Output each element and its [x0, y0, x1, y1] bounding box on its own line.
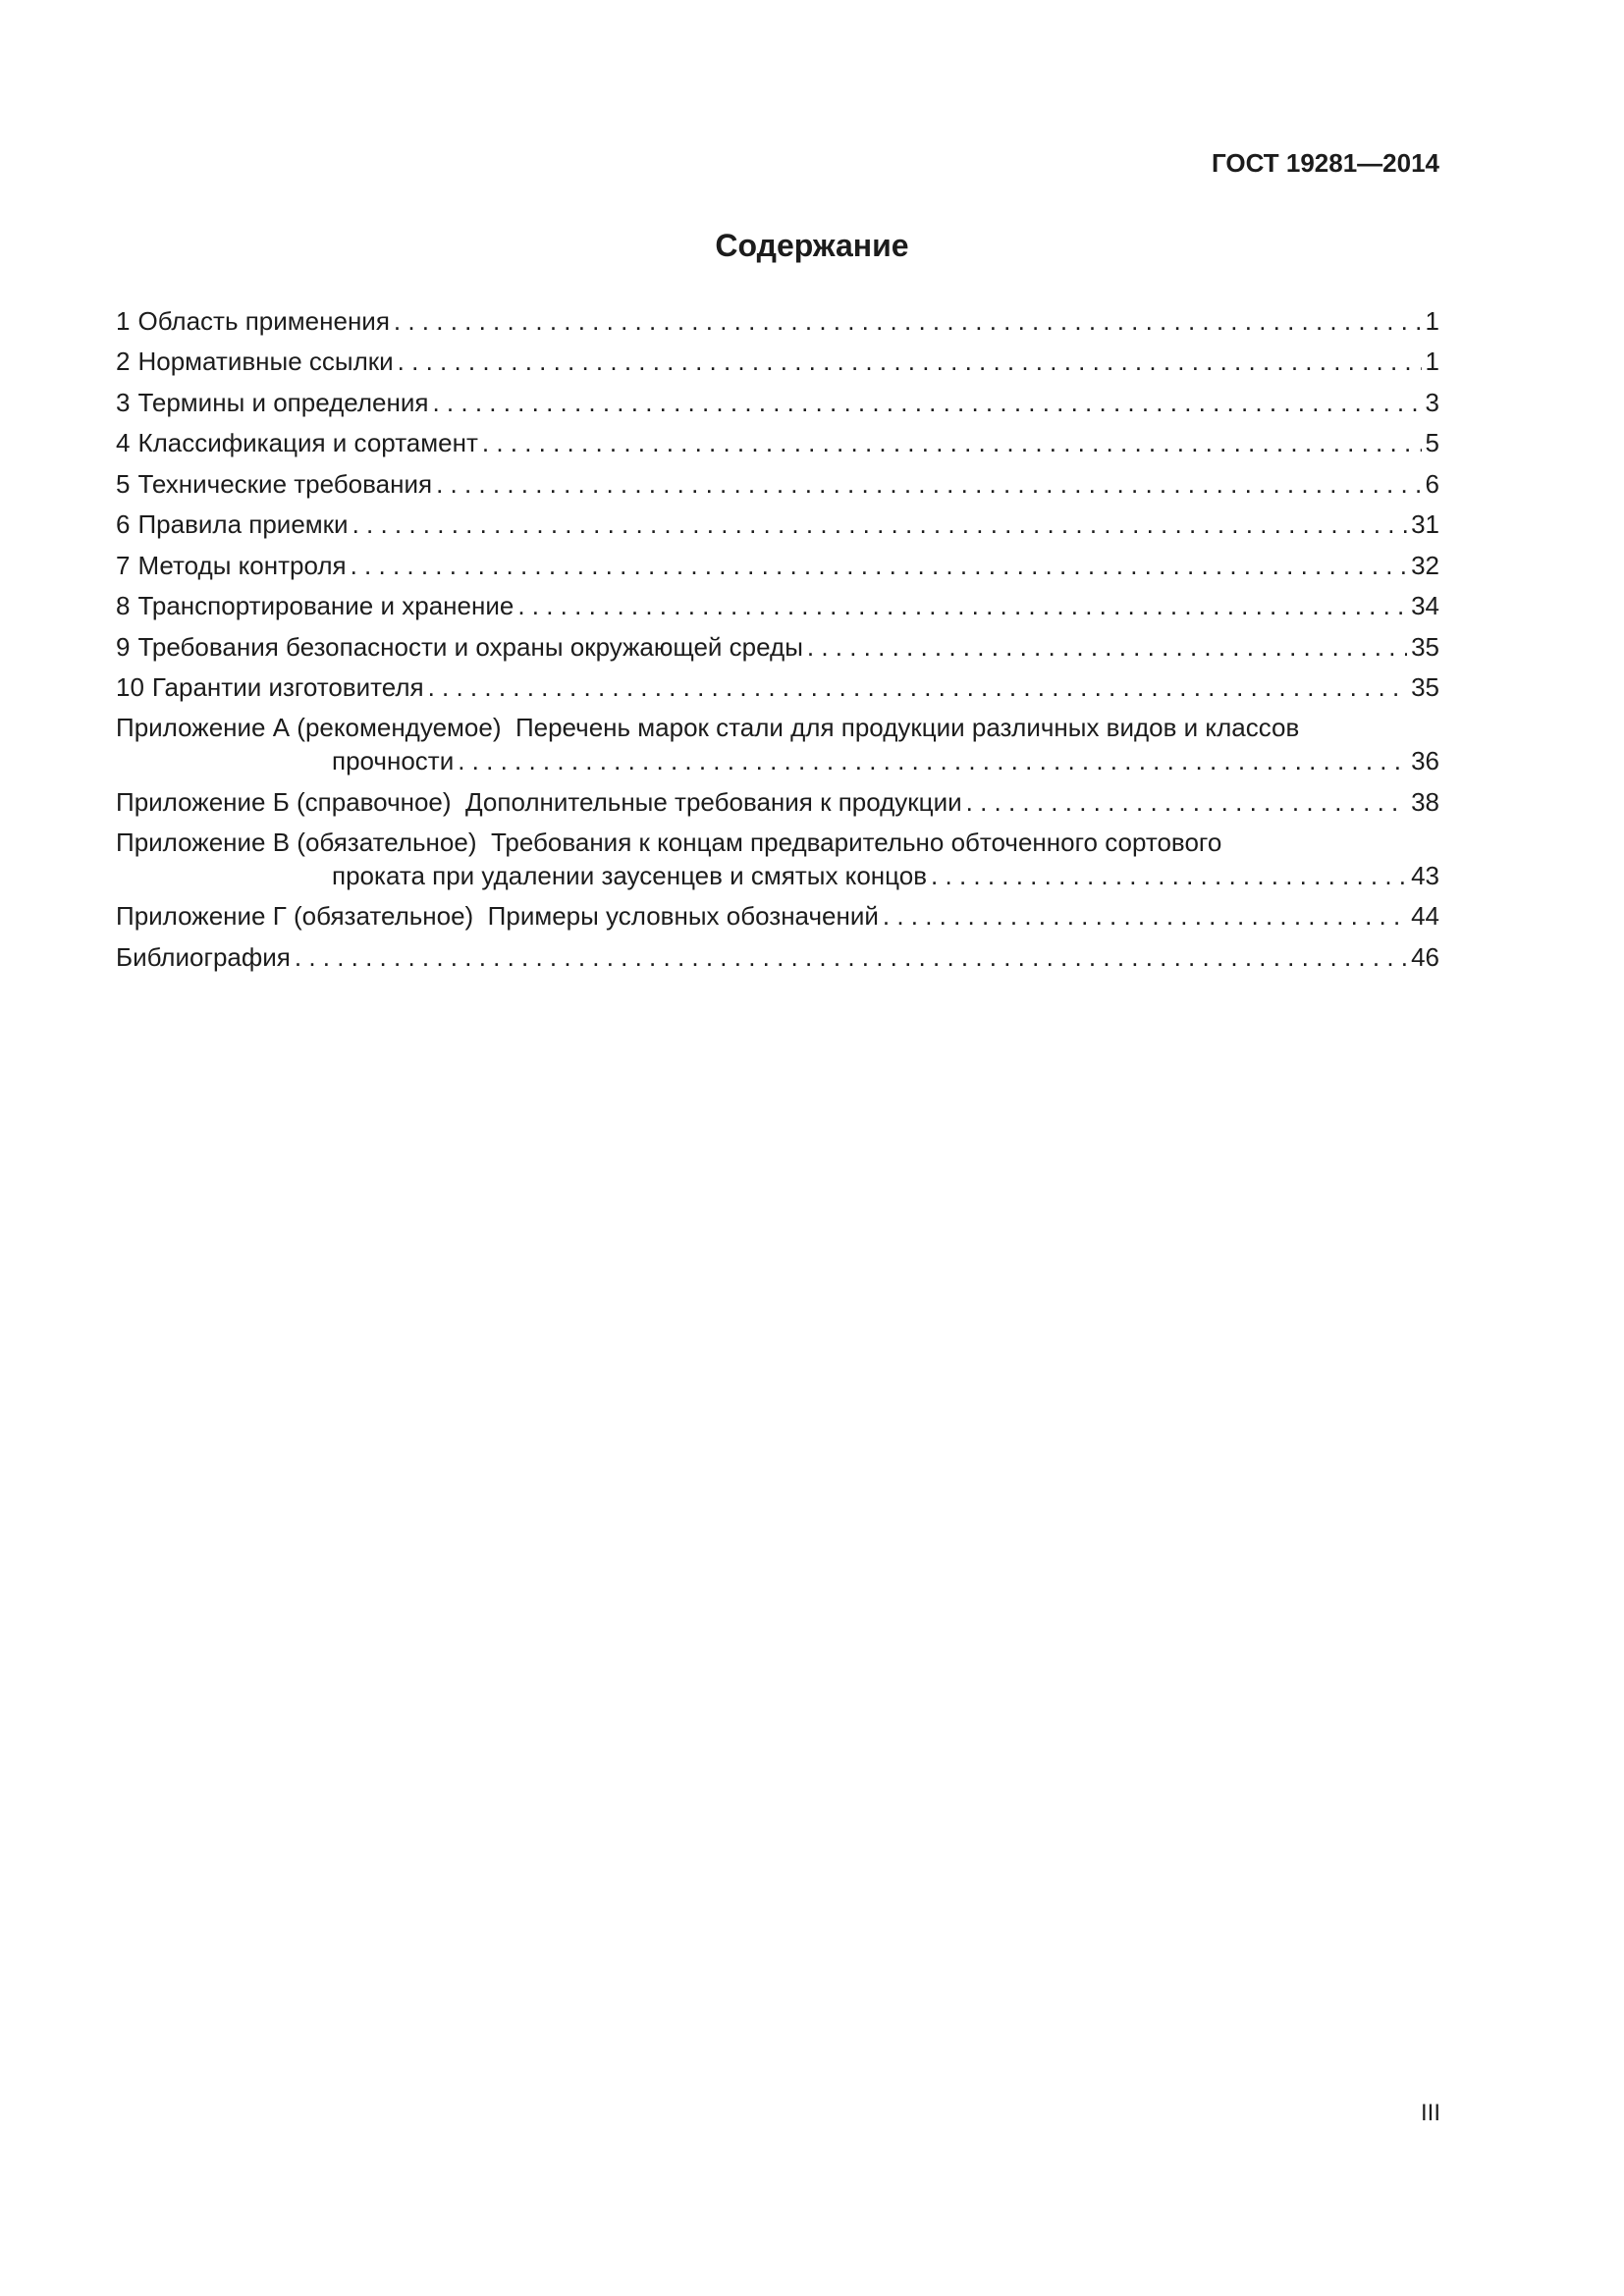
- toc-item-title: Классификация и сортамент: [137, 428, 478, 457]
- toc-item-page: 36: [1411, 746, 1439, 775]
- toc-item-page: 6: [1425, 468, 1439, 499]
- toc-item-title: Транспортирование и хранение: [137, 591, 514, 620]
- toc-item-number: 3: [116, 387, 131, 417]
- toc-item-terms[interactable]: [116, 376, 1439, 417]
- toc-item-number: 7: [116, 550, 131, 580]
- toc-leader-dots: [807, 632, 1407, 662]
- toc-item-number: 10: [116, 672, 144, 702]
- toc-item-page: 3: [1425, 387, 1439, 417]
- appendix-title: Перечень марок стали для продукции различных видов и классов: [514, 713, 1300, 742]
- toc-item-title: Технические требования: [137, 468, 433, 499]
- toc-item-number: 9: [116, 631, 131, 662]
- toc-item-title: Методы контроля: [137, 550, 347, 580]
- toc-item-scope[interactable]: [116, 294, 1439, 336]
- toc-item-safety[interactable]: [116, 620, 1439, 662]
- toc-item-page: 34: [1411, 591, 1439, 620]
- toc-item-page: 35: [1411, 672, 1439, 702]
- appendix-label: Приложение А (рекомендуемое): [116, 713, 502, 742]
- toc-item-appendix-g[interactable]: [116, 890, 1439, 932]
- toc-item-test-methods[interactable]: [116, 539, 1439, 580]
- toc-leader-dots: [394, 306, 1422, 336]
- appendix-title-continued: прочности: [332, 746, 455, 775]
- toc-item-page: 32: [1411, 550, 1439, 580]
- toc-item-bibliography[interactable]: [116, 931, 1439, 972]
- toc-item-appendix-a[interactable]: [116, 702, 1439, 775]
- toc-item-transport-storage[interactable]: [116, 580, 1439, 621]
- toc-item-warranty[interactable]: [116, 662, 1439, 703]
- toc-item-number: 4: [116, 428, 131, 457]
- toc-item-title: Правила приемки: [137, 509, 349, 539]
- toc-leader-dots: [351, 551, 1407, 580]
- toc-leader-dots: [398, 347, 1422, 376]
- toc-item-normative-references[interactable]: [116, 336, 1439, 377]
- toc-item-page: 31: [1411, 509, 1439, 539]
- toc-item-title: Требования безопасности и охраны окружающей среды: [137, 631, 803, 662]
- page-number: III: [1420, 2100, 1440, 2126]
- toc-item-number: 2: [116, 347, 131, 376]
- toc-item-title: Область применения: [137, 305, 390, 336]
- toc-leader-dots: [883, 901, 1407, 931]
- toc-item-page: 35: [1411, 631, 1439, 662]
- appendix-label: Приложение В (обязательное): [116, 827, 477, 857]
- toc-item-page: 1: [1425, 347, 1439, 376]
- toc-item-title: Термины и определения: [137, 387, 429, 417]
- appendix-title: Дополнительные требования к продукции: [465, 786, 962, 817]
- toc-item-title: Гарантии изготовителя: [151, 672, 424, 702]
- toc-item-page: 44: [1411, 901, 1439, 931]
- toc-leader-dots: [352, 509, 1408, 539]
- toc-leader-dots: [458, 746, 1407, 775]
- toc-item-number: 5: [116, 468, 131, 499]
- table-of-contents: [116, 294, 1439, 972]
- toc-leader-dots: [432, 388, 1421, 417]
- toc-item-page: 1: [1425, 305, 1439, 336]
- toc-item-page: 43: [1411, 860, 1439, 890]
- toc-item-page: 38: [1411, 786, 1439, 817]
- toc-item-classification[interactable]: [116, 417, 1439, 458]
- toc-item-number: 1: [116, 305, 131, 336]
- appendix-title: Примеры условных обозначений: [487, 901, 879, 931]
- appendix-title-continued: проката при удалении заусенцев и смятых концов: [332, 860, 928, 890]
- toc-leader-dots: [931, 861, 1407, 890]
- toc-item-title: Библиография: [116, 941, 291, 972]
- toc-item-page: 5: [1425, 428, 1439, 457]
- appendix-label: Приложение Б (справочное): [116, 786, 452, 817]
- toc-item-number: 6: [116, 509, 131, 539]
- toc-item-technical-requirements[interactable]: [116, 457, 1439, 499]
- toc-leader-dots: [436, 469, 1421, 499]
- appendix-label: Приложение Г (обязательное): [116, 901, 474, 931]
- toc-item-number: 8: [116, 591, 131, 620]
- toc-item-appendix-v[interactable]: [116, 817, 1439, 890]
- toc-title: Содержание: [715, 228, 909, 263]
- document-code: ГОСТ 19281—2014: [1212, 148, 1439, 178]
- toc-item-title: Нормативные ссылки: [137, 347, 394, 376]
- toc-item-acceptance-rules[interactable]: [116, 499, 1439, 540]
- toc-item-page: 46: [1411, 941, 1439, 972]
- toc-leader-dots: [517, 591, 1407, 620]
- toc-leader-dots: [295, 942, 1407, 972]
- appendix-title: Требования к концам предварительно обточенного сортового: [490, 827, 1222, 857]
- toc-leader-dots: [966, 787, 1407, 817]
- toc-leader-dots: [428, 672, 1408, 702]
- toc-leader-dots: [482, 428, 1422, 457]
- toc-item-appendix-b[interactable]: [116, 775, 1439, 817]
